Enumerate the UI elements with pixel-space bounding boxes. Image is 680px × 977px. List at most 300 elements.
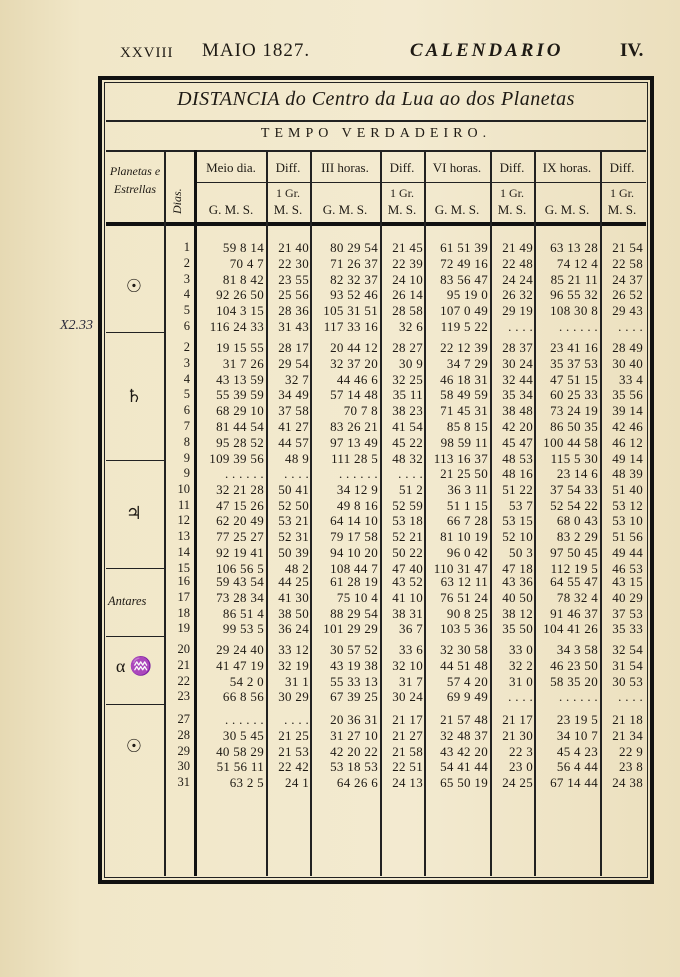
table-cell: 86 51 4 xyxy=(222,605,264,621)
col-diff-1: Diff. xyxy=(275,160,301,175)
table-cell: 32 54 xyxy=(612,642,643,657)
table-cell: 74 12 4 xyxy=(556,255,598,271)
ms-label: M. S. xyxy=(387,202,417,217)
table-cell: 80 29 54 xyxy=(330,240,378,255)
table-cell: 66 7 28 xyxy=(446,513,488,529)
table-cell: 34 7 29 xyxy=(446,355,488,371)
table-cell: . . . . xyxy=(618,689,643,705)
day-number: 7 xyxy=(183,419,190,433)
table-cell: 51 1 15 xyxy=(446,497,488,513)
table-cell: 48 9 xyxy=(285,450,309,466)
table-cell: 44 51 48 xyxy=(440,657,488,673)
table-cell: 83 56 47 xyxy=(440,271,488,287)
table-cell: 44 25 xyxy=(278,574,309,589)
table-cell: 56 4 44 xyxy=(556,759,598,775)
table-cell: 28 17 xyxy=(278,340,309,355)
table-cell: 57 4 20 xyxy=(446,673,488,689)
day-number: 23 xyxy=(177,689,190,704)
table-cell: . . . . xyxy=(508,689,533,705)
table-cell: 52 31 xyxy=(278,529,309,545)
table-cell: 81 8 42 xyxy=(222,271,264,287)
table-cell: 52 10 xyxy=(502,529,533,545)
table-cell: 20 44 12 xyxy=(330,340,378,355)
table-cell: 63 12 11 xyxy=(440,574,488,589)
table-cell: 53 21 xyxy=(278,513,309,529)
table-cell: 28 49 xyxy=(612,340,643,355)
table-cell: 113 16 37 xyxy=(433,450,488,466)
table-cell: 104 41 26 xyxy=(543,621,598,637)
table-cell: 104 3 15 xyxy=(216,303,264,319)
table-cell: 43 52 xyxy=(392,574,423,589)
table-cell: 67 14 44 xyxy=(550,775,598,791)
sun-symbol-icon: ☉ xyxy=(125,736,143,756)
table-cell: 53 10 xyxy=(612,513,643,529)
table-cell: 24 1 xyxy=(285,775,309,791)
table-cell: 36 24 xyxy=(278,621,309,637)
col-diff-2: Diff. xyxy=(389,160,415,175)
table-cell: 21 17 xyxy=(502,712,533,727)
table-cell: 23 0 xyxy=(509,759,533,775)
table-cell: 29 54 xyxy=(278,355,309,371)
table-cell: 41 10 xyxy=(392,589,423,605)
table-cell: 24 37 xyxy=(612,271,643,287)
table-cell: 61 51 39 xyxy=(440,240,488,255)
table-cell: 34 10 7 xyxy=(556,727,598,743)
table-cell: 49 8 16 xyxy=(336,497,378,513)
table-cell: 86 50 35 xyxy=(550,419,598,434)
table-cell: 38 50 xyxy=(278,605,309,621)
table-cell: 21 17 xyxy=(392,712,423,727)
table-cell: 21 18 xyxy=(612,712,643,727)
table-cell: 52 21 xyxy=(392,529,423,545)
col-iii-horas: III horas. xyxy=(321,160,369,175)
table-cell: 24 10 xyxy=(392,271,423,287)
table-cell: 117 33 16 xyxy=(323,319,378,334)
table-cell: 115 5 30 xyxy=(550,450,598,466)
table-cell: 23 8 xyxy=(619,759,643,775)
table-cell: 32 2 xyxy=(509,657,533,673)
table-cell: 99 53 5 xyxy=(222,621,264,637)
table-cell: 31 7 26 xyxy=(222,355,264,371)
table-cell: 83 2 29 xyxy=(556,529,598,545)
table-cell: 22 12 39 xyxy=(440,340,488,355)
table-cell: 54 2 0 xyxy=(229,673,264,689)
table-cell: 40 50 xyxy=(502,589,533,605)
table-cell: 64 14 10 xyxy=(330,513,378,529)
table-cell: 48 16 xyxy=(502,466,533,481)
table-cell: 51 56 xyxy=(612,529,643,545)
table-cell: 70 4 7 xyxy=(229,255,264,271)
divider xyxy=(106,120,646,122)
day-number: 9 xyxy=(183,450,190,465)
day-number: 28 xyxy=(177,727,190,742)
table-cell: 46 53 xyxy=(612,560,643,576)
table-cell: 95 19 0 xyxy=(446,287,488,303)
table-cell: 61 28 19 xyxy=(330,574,378,589)
table-cell: 72 49 16 xyxy=(440,255,488,271)
table-cell: 55 39 59 xyxy=(216,387,264,403)
table-cell: 48 53 xyxy=(502,450,533,466)
table-cell: 39 14 xyxy=(612,403,643,419)
day-number: 31 xyxy=(177,775,190,790)
table-cell: 109 39 56 xyxy=(209,450,264,466)
table-cell: 30 24 xyxy=(392,689,423,705)
table-cell: 40 58 29 xyxy=(216,743,264,759)
table-cell: 119 5 22 xyxy=(440,319,488,334)
table-cell: 48 39 xyxy=(612,466,643,481)
table-cell: 70 7 8 xyxy=(343,403,378,419)
table-cell: 30 40 xyxy=(612,355,643,371)
table-cell: 41 30 xyxy=(278,589,309,605)
table-cell: 43 36 xyxy=(502,574,533,589)
table-cell: 49 14 xyxy=(612,450,643,466)
table-cell: . . . . . . xyxy=(338,466,378,481)
table-cell: 35 56 xyxy=(612,387,643,403)
header-rule xyxy=(106,222,646,226)
table-subtitle: TEMPO VERDADEIRO. xyxy=(260,126,492,141)
group-divider xyxy=(106,460,164,461)
table-cell: 42 20 22 xyxy=(330,743,378,759)
table-cell: 37 54 33 xyxy=(550,481,598,497)
table-cell: 68 29 10 xyxy=(216,403,264,419)
table-cell: 30 5 45 xyxy=(222,727,264,743)
table-cell: 22 58 xyxy=(612,255,643,271)
table-cell: 71 45 31 xyxy=(440,403,488,419)
table-cell: 35 37 53 xyxy=(550,355,598,371)
table-cell: 100 44 58 xyxy=(543,434,598,450)
table-cell: 96 55 32 xyxy=(550,287,598,303)
table-cell: 34 49 xyxy=(278,387,309,403)
table-cell: 97 13 49 xyxy=(330,434,378,450)
table-cell: 73 24 19 xyxy=(550,403,598,419)
day-number: 21 xyxy=(177,657,190,672)
table-cell: 28 36 xyxy=(278,303,309,319)
table-cell: 53 15 xyxy=(502,513,533,529)
table-cell: 24 24 xyxy=(502,271,533,287)
table-cell: 83 26 21 xyxy=(330,419,378,434)
table-cell: 42 46 xyxy=(612,419,643,434)
margin-note: X2.33 xyxy=(60,318,94,333)
table-cell: 24 25 xyxy=(502,775,533,791)
group-label: Antares xyxy=(108,594,147,608)
planet-symbol-icon: α ♒ xyxy=(115,656,153,676)
table-cell: 30 57 52 xyxy=(330,642,378,657)
table-cell: 79 17 58 xyxy=(330,529,378,545)
table-cell: 51 22 xyxy=(502,481,533,497)
table-cell: 22 9 xyxy=(619,743,643,759)
table-cell: 97 50 45 xyxy=(550,545,598,560)
table-cell: 30 24 xyxy=(502,355,533,371)
col-vi-horas: VI horas. xyxy=(432,160,482,175)
table-cell: . . . . xyxy=(284,466,309,481)
table-cell: 32 7 xyxy=(285,371,309,387)
table-cell: 34 12 9 xyxy=(336,481,378,497)
table-cell: . . . . . . xyxy=(224,466,264,481)
table-cell: 54 41 44 xyxy=(440,759,488,775)
table-cell: 31 0 xyxy=(509,673,533,689)
table-cell: 50 3 xyxy=(509,545,533,560)
table-cell: 105 31 51 xyxy=(323,303,378,319)
table-cell: 29 43 xyxy=(612,303,643,319)
table-cell: 22 42 xyxy=(278,759,309,775)
day-number: 2 xyxy=(183,340,190,354)
table-cell: 94 10 20 xyxy=(330,545,378,560)
table-cell: . . . . . . xyxy=(558,689,598,705)
table-cell: 52 59 xyxy=(392,497,423,513)
table-cell: 26 14 xyxy=(392,287,423,303)
table-cell: 43 42 20 xyxy=(440,743,488,759)
table-cell: 31 1 xyxy=(285,673,309,689)
table-cell: 29 24 40 xyxy=(216,642,264,657)
table-cell: 24 38 xyxy=(612,775,643,791)
day-number: 19 xyxy=(177,621,190,636)
table-cell: 21 34 xyxy=(612,727,643,743)
table-cell: 108 30 8 xyxy=(550,303,598,319)
day-number: 16 xyxy=(177,574,190,588)
table-cell: 21 40 xyxy=(278,240,309,255)
gms-label: G. M. S. xyxy=(322,202,368,217)
table-cell: 41 54 xyxy=(392,419,423,434)
table-cell: 81 44 54 xyxy=(216,419,264,434)
day-number: 29 xyxy=(177,743,190,758)
table-cell: 59 43 54 xyxy=(216,574,264,589)
table-cell: 44 57 xyxy=(278,434,309,450)
table-cell: 35 11 xyxy=(392,387,423,403)
table-cell: 75 10 4 xyxy=(336,589,378,605)
group-divider xyxy=(106,636,164,637)
table-cell: 21 27 xyxy=(392,727,423,743)
table-cell: 60 25 33 xyxy=(550,387,598,403)
ms-label: M. S. xyxy=(273,202,303,217)
table-cell: 37 58 xyxy=(278,403,309,419)
table-cell: 45 4 23 xyxy=(556,743,598,759)
table-cell: 36 7 xyxy=(399,621,423,637)
table-cell: 26 32 xyxy=(502,287,533,303)
table-cell: 90 8 25 xyxy=(446,605,488,621)
table-cell: 19 15 55 xyxy=(216,340,264,355)
table-cell: 38 23 xyxy=(392,403,423,419)
table-cell: 103 5 36 xyxy=(440,621,488,637)
day-number: 6 xyxy=(183,319,190,333)
table-cell: 53 12 xyxy=(612,497,643,513)
table-cell: 107 0 49 xyxy=(440,303,488,319)
table-cell: 88 29 54 xyxy=(330,605,378,621)
planet-symbol-icon: ♄ xyxy=(125,386,143,406)
table-cell: 92 26 50 xyxy=(216,287,264,303)
table-cell: 65 50 19 xyxy=(440,775,488,791)
table-cell: 81 10 19 xyxy=(440,529,488,545)
table-cell: 33 4 xyxy=(619,371,643,387)
table-cell: 63 2 5 xyxy=(229,775,264,791)
day-number: 5 xyxy=(183,303,190,318)
table-cell: 43 19 38 xyxy=(330,657,378,673)
table-cell: 58 49 59 xyxy=(440,387,488,403)
table-cell: 31 43 xyxy=(278,319,309,334)
table-cell: 85 8 15 xyxy=(446,419,488,434)
one-gr-label: 1 Gr. xyxy=(276,186,300,200)
month-year: MAIO 1827. xyxy=(202,40,311,61)
table-cell: 68 0 43 xyxy=(556,513,598,529)
table-cell: 23 41 16 xyxy=(550,340,598,355)
day-number: 18 xyxy=(177,605,190,620)
table-cell: 40 29 xyxy=(612,589,643,605)
table-cell: 85 21 11 xyxy=(550,271,598,287)
table-cell: 21 45 xyxy=(392,240,423,255)
day-number: 27 xyxy=(177,712,190,726)
table-cell: 93 52 46 xyxy=(330,287,378,303)
table-cell: 51 40 xyxy=(612,481,643,497)
table-cell: 50 22 xyxy=(392,545,423,560)
table-cell: . . . . xyxy=(398,466,423,481)
table-cell: 22 48 xyxy=(502,255,533,271)
table-cell: 106 56 5 xyxy=(216,560,264,576)
day-number: 14 xyxy=(177,545,190,559)
table-cell: 35 50 xyxy=(502,621,533,637)
day-number: 3 xyxy=(183,271,190,286)
table-cell: 98 59 11 xyxy=(440,434,488,450)
section-number: IV. xyxy=(620,40,644,61)
table-cell: 50 39 xyxy=(278,545,309,560)
day-number: 15 xyxy=(177,560,190,575)
table-cell: 45 47 xyxy=(502,434,533,450)
table-cell: 23 55 xyxy=(278,271,309,287)
gms-label: G. M. S. xyxy=(434,202,480,217)
table-cell: 45 22 xyxy=(392,434,423,450)
day-number: 1 xyxy=(183,240,190,254)
day-number: 9 xyxy=(183,466,190,480)
table-cell: 43 13 59 xyxy=(216,371,264,387)
table-cell: 32 6 xyxy=(399,319,423,334)
table-cell: 31 7 xyxy=(399,673,423,689)
table-cell: 46 12 xyxy=(612,434,643,450)
table-cell: 23 14 6 xyxy=(556,466,598,481)
table-cell: 44 46 6 xyxy=(336,371,378,387)
table-cell: 29 19 xyxy=(502,303,533,319)
day-number: 5 xyxy=(183,387,190,402)
table-cell: 21 25 xyxy=(278,727,309,743)
table-cell: 38 31 xyxy=(392,605,423,621)
col-diff-4: Diff. xyxy=(609,160,635,175)
table-cell: 53 7 xyxy=(509,497,533,513)
table-cell: 47 18 xyxy=(502,560,533,576)
table-cell: 48 2 xyxy=(285,560,309,576)
table-cell: 46 18 31 xyxy=(440,371,488,387)
table-cell: 96 0 42 xyxy=(446,545,488,560)
table-cell: 33 12 xyxy=(278,642,309,657)
table-cell: 30 29 xyxy=(278,689,309,705)
table-cell: 20 36 31 xyxy=(330,712,378,727)
sun-symbol-icon: ☉ xyxy=(125,276,143,296)
table-title: DISTANCIA do Centro da Lua ao dos Planetas xyxy=(177,88,575,110)
day-number: 6 xyxy=(183,403,190,418)
day-number: 8 xyxy=(183,434,190,449)
table-cell: 52 54 22 xyxy=(550,497,598,513)
group-divider xyxy=(106,332,164,333)
table-cell: 46 23 50 xyxy=(550,657,598,673)
table-cell: 67 39 25 xyxy=(330,689,378,705)
table-cell: 62 20 49 xyxy=(216,513,264,529)
table-cell: 37 53 xyxy=(612,605,643,621)
col-meio-dia: Meio dia. xyxy=(206,160,256,175)
planets-column-header: Planetas e Estrellas xyxy=(109,164,161,196)
table-cell: 22 39 xyxy=(392,255,423,271)
day-number: 3 xyxy=(183,355,190,370)
day-number: 20 xyxy=(177,642,190,656)
col-ix-horas: IX horas. xyxy=(542,160,592,175)
divider xyxy=(106,150,646,152)
table-cell: 28 37 xyxy=(502,340,533,355)
table-cell: 35 34 xyxy=(502,387,533,403)
table-cell: 53 18 xyxy=(392,513,423,529)
one-gr-label: 1 Gr. xyxy=(610,186,634,200)
table-cell: 91 46 37 xyxy=(550,605,598,621)
column-line xyxy=(194,150,197,876)
table-cell: 21 58 xyxy=(392,743,423,759)
table-cell: 110 31 47 xyxy=(433,560,488,576)
table-cell: 25 56 xyxy=(278,287,309,303)
table-cell: 77 25 27 xyxy=(216,529,264,545)
table-cell: 32 37 20 xyxy=(330,355,378,371)
table-cell: 55 33 13 xyxy=(330,673,378,689)
table-cell: 23 19 5 xyxy=(556,712,598,727)
table-cell: 64 26 6 xyxy=(336,775,378,791)
table-cell: 41 47 19 xyxy=(216,657,264,673)
table-cell: 32 30 58 xyxy=(440,642,488,657)
table-cell: 32 10 xyxy=(392,657,423,673)
table-cell: 26 52 xyxy=(612,287,643,303)
table-cell: 28 58 xyxy=(392,303,423,319)
table-cell: . . . . . . xyxy=(558,319,598,334)
table-cell: 51 2 xyxy=(399,481,423,497)
table-cell: 22 30 xyxy=(278,255,309,271)
table-cell: 52 50 xyxy=(278,497,309,513)
day-number: 12 xyxy=(177,513,190,528)
table-cell: 66 8 56 xyxy=(222,689,264,705)
table-cell: 21 57 48 xyxy=(440,712,488,727)
table-cell: 31 27 10 xyxy=(330,727,378,743)
table-cell: 32 19 xyxy=(278,657,309,673)
table-cell: 21 25 50 xyxy=(440,466,488,481)
one-gr-label: 1 Gr. xyxy=(390,186,414,200)
table-cell: 58 35 20 xyxy=(550,673,598,689)
day-number: 22 xyxy=(177,673,190,688)
page-title: CALENDARIO xyxy=(410,40,564,61)
table-cell: 101 29 29 xyxy=(323,621,378,637)
divider xyxy=(196,182,646,183)
table-cell: 35 33 xyxy=(612,621,643,637)
table-cell: 38 48 xyxy=(502,403,533,419)
table-cell: 22 3 xyxy=(509,743,533,759)
table-cell: . . . . xyxy=(618,319,643,334)
table-cell: 21 54 xyxy=(612,240,643,255)
day-number: 4 xyxy=(183,287,190,302)
table-cell: 71 26 37 xyxy=(330,255,378,271)
one-gr-label: 1 Gr. xyxy=(500,186,524,200)
table-cell: 24 13 xyxy=(392,775,423,791)
table-cell: 47 40 xyxy=(392,560,423,576)
table-cell: 64 55 47 xyxy=(550,574,598,589)
table-cell: 41 27 xyxy=(278,419,309,434)
day-number: 11 xyxy=(177,497,190,512)
day-number: 10 xyxy=(177,481,190,496)
table-cell: 111 28 5 xyxy=(331,450,378,466)
table-cell: 51 56 11 xyxy=(216,759,264,775)
group-divider xyxy=(106,568,164,569)
table-cell: 47 51 15 xyxy=(550,371,598,387)
ms-label: M. S. xyxy=(607,202,637,217)
table-cell: 108 44 7 xyxy=(330,560,378,576)
table-cell: 69 9 49 xyxy=(446,689,488,705)
